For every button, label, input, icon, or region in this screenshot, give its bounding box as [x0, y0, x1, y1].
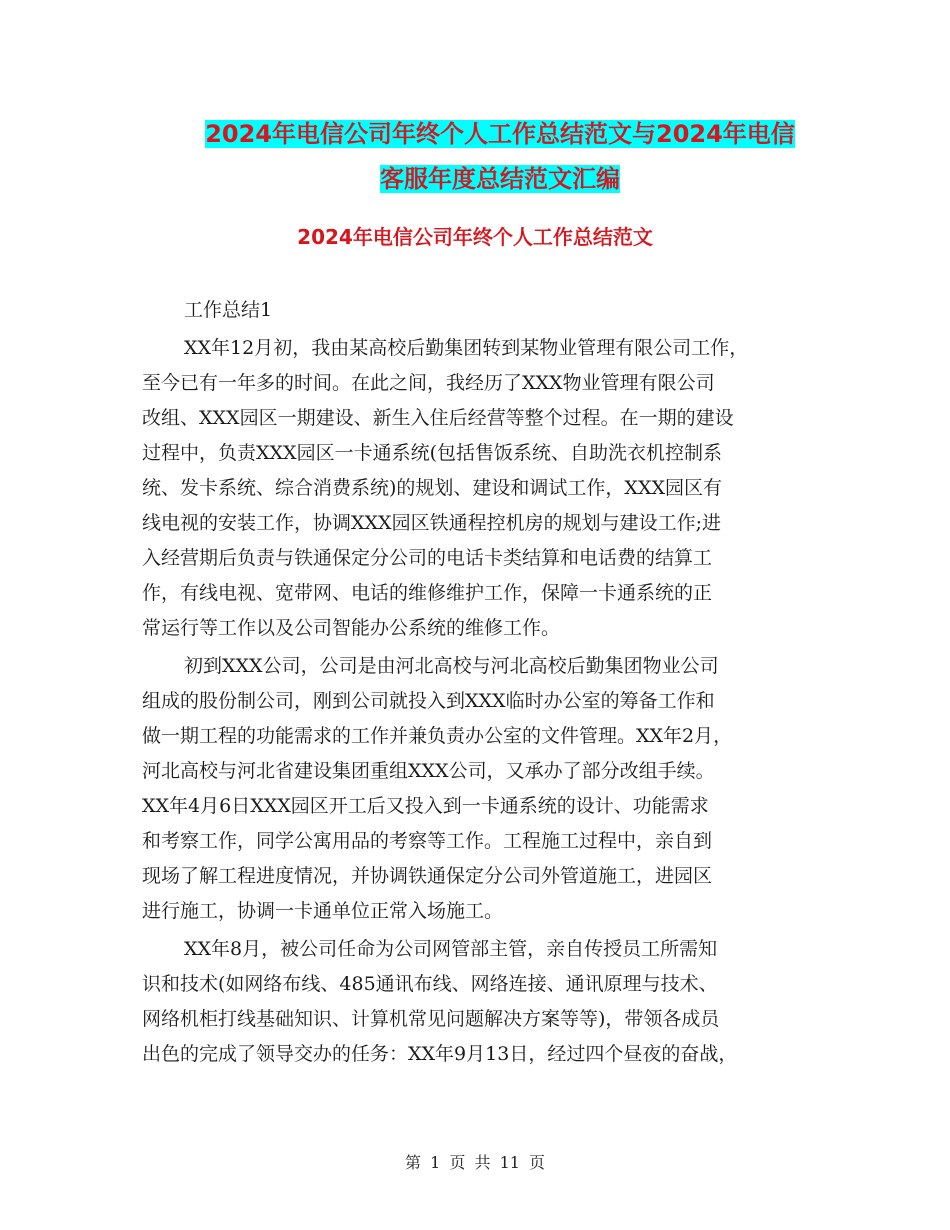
page-footer — [0, 1150, 950, 1173]
text-line: 做一期工程的功能需求的工作并兼负责办公室的文件管理。XX年2月， — [142, 725, 733, 747]
section-title: 2024年电信公司年终个人工作总结范文 — [297, 225, 653, 249]
footer-ye: 页 — [449, 1153, 466, 1172]
text-line: XX年12月初，我由某高校后勤集团转到某物业管理有限公司工作， — [184, 337, 749, 359]
text-line: 过程中，负责XXX园区一卡通系统(包括售饭系统、自助洗衣机控制系 — [142, 442, 722, 464]
text-line: XX年4月6日XXX园区开工后又投入到一卡通系统的设计、功能需求 — [142, 795, 709, 817]
footer-total-pages: 11 — [499, 1153, 520, 1172]
text-line: 入经营期后负责与铁通保定分公司的电话卡类结算和电话费的结算工 — [142, 547, 713, 569]
footer-ye-2: 页 — [529, 1153, 546, 1172]
text-line: 作，有线电视、宽带网、电话的维修维护工作，保障一卡通系统的正 — [142, 582, 713, 604]
footer-page-number: 1 — [430, 1153, 441, 1172]
main-title-line-2: 客服年度总结范文汇编 — [380, 165, 620, 193]
body-text — [142, 293, 822, 1072]
text-line: 改组、XXX园区一期建设、新生入住后经营等整个过程。在一期的建设 — [142, 407, 734, 429]
footer-di: 第 — [404, 1153, 421, 1172]
text-line: 组成的股份制公司，刚到公司就投入到XXX临时办公室的筹备工作和 — [142, 690, 715, 712]
text-line: XX年8月，被公司任命为公司网管部主管，亲自传授员工所需知 — [184, 938, 718, 960]
text-line: 统、发卡系统、综合消费系统)的规划、建设和调试工作，XXX园区有 — [142, 477, 722, 499]
footer-gong: 共 — [474, 1153, 491, 1172]
text-line: 河北高校与河北省建设集团重组XXX公司，又承办了部分改组手续。 — [142, 760, 715, 782]
text-line: 常运行等工作以及公司智能办公系统的维修工作。 — [142, 617, 561, 639]
text-line: 工作总结1 — [184, 299, 273, 321]
text-line: 出色的完成了领导交办的任务：XX年9月13日，经过四个昼夜的奋战， — [142, 1043, 738, 1065]
text-line: 网络机柜打线基础知识、计算机常见问题解决方案等等)，带领各成员 — [142, 1008, 720, 1030]
text-line: 进行施工，协调一卡通单位正常入场施工。 — [142, 900, 504, 922]
text-line: 至今已有一年多的时间。在此之间，我经历了XXX物业管理有限公司 — [142, 372, 715, 394]
text-line: 线电视的安装工作，协调XXX园区铁通程控机房的规划与建设工作;进 — [142, 512, 721, 534]
main-title-line-1: 2024年电信公司年终个人工作总结范文与2024年电信 — [205, 120, 795, 148]
text-line: 识和技术(如网络布线、485通讯布线、网络连接、通讯原理与技术、 — [142, 973, 718, 995]
main-title — [140, 112, 860, 202]
text-line: 初到XXX公司，公司是由河北高校与河北高校后勤集团物业公司 — [184, 655, 719, 677]
text-line: 现场了解工程进度情况，并协调铁通保定分公司外管道施工，进园区 — [142, 865, 713, 887]
text-line: 和考察工作，同学公寓用品的考察等工作。工程施工过程中，亲自到 — [142, 830, 713, 852]
